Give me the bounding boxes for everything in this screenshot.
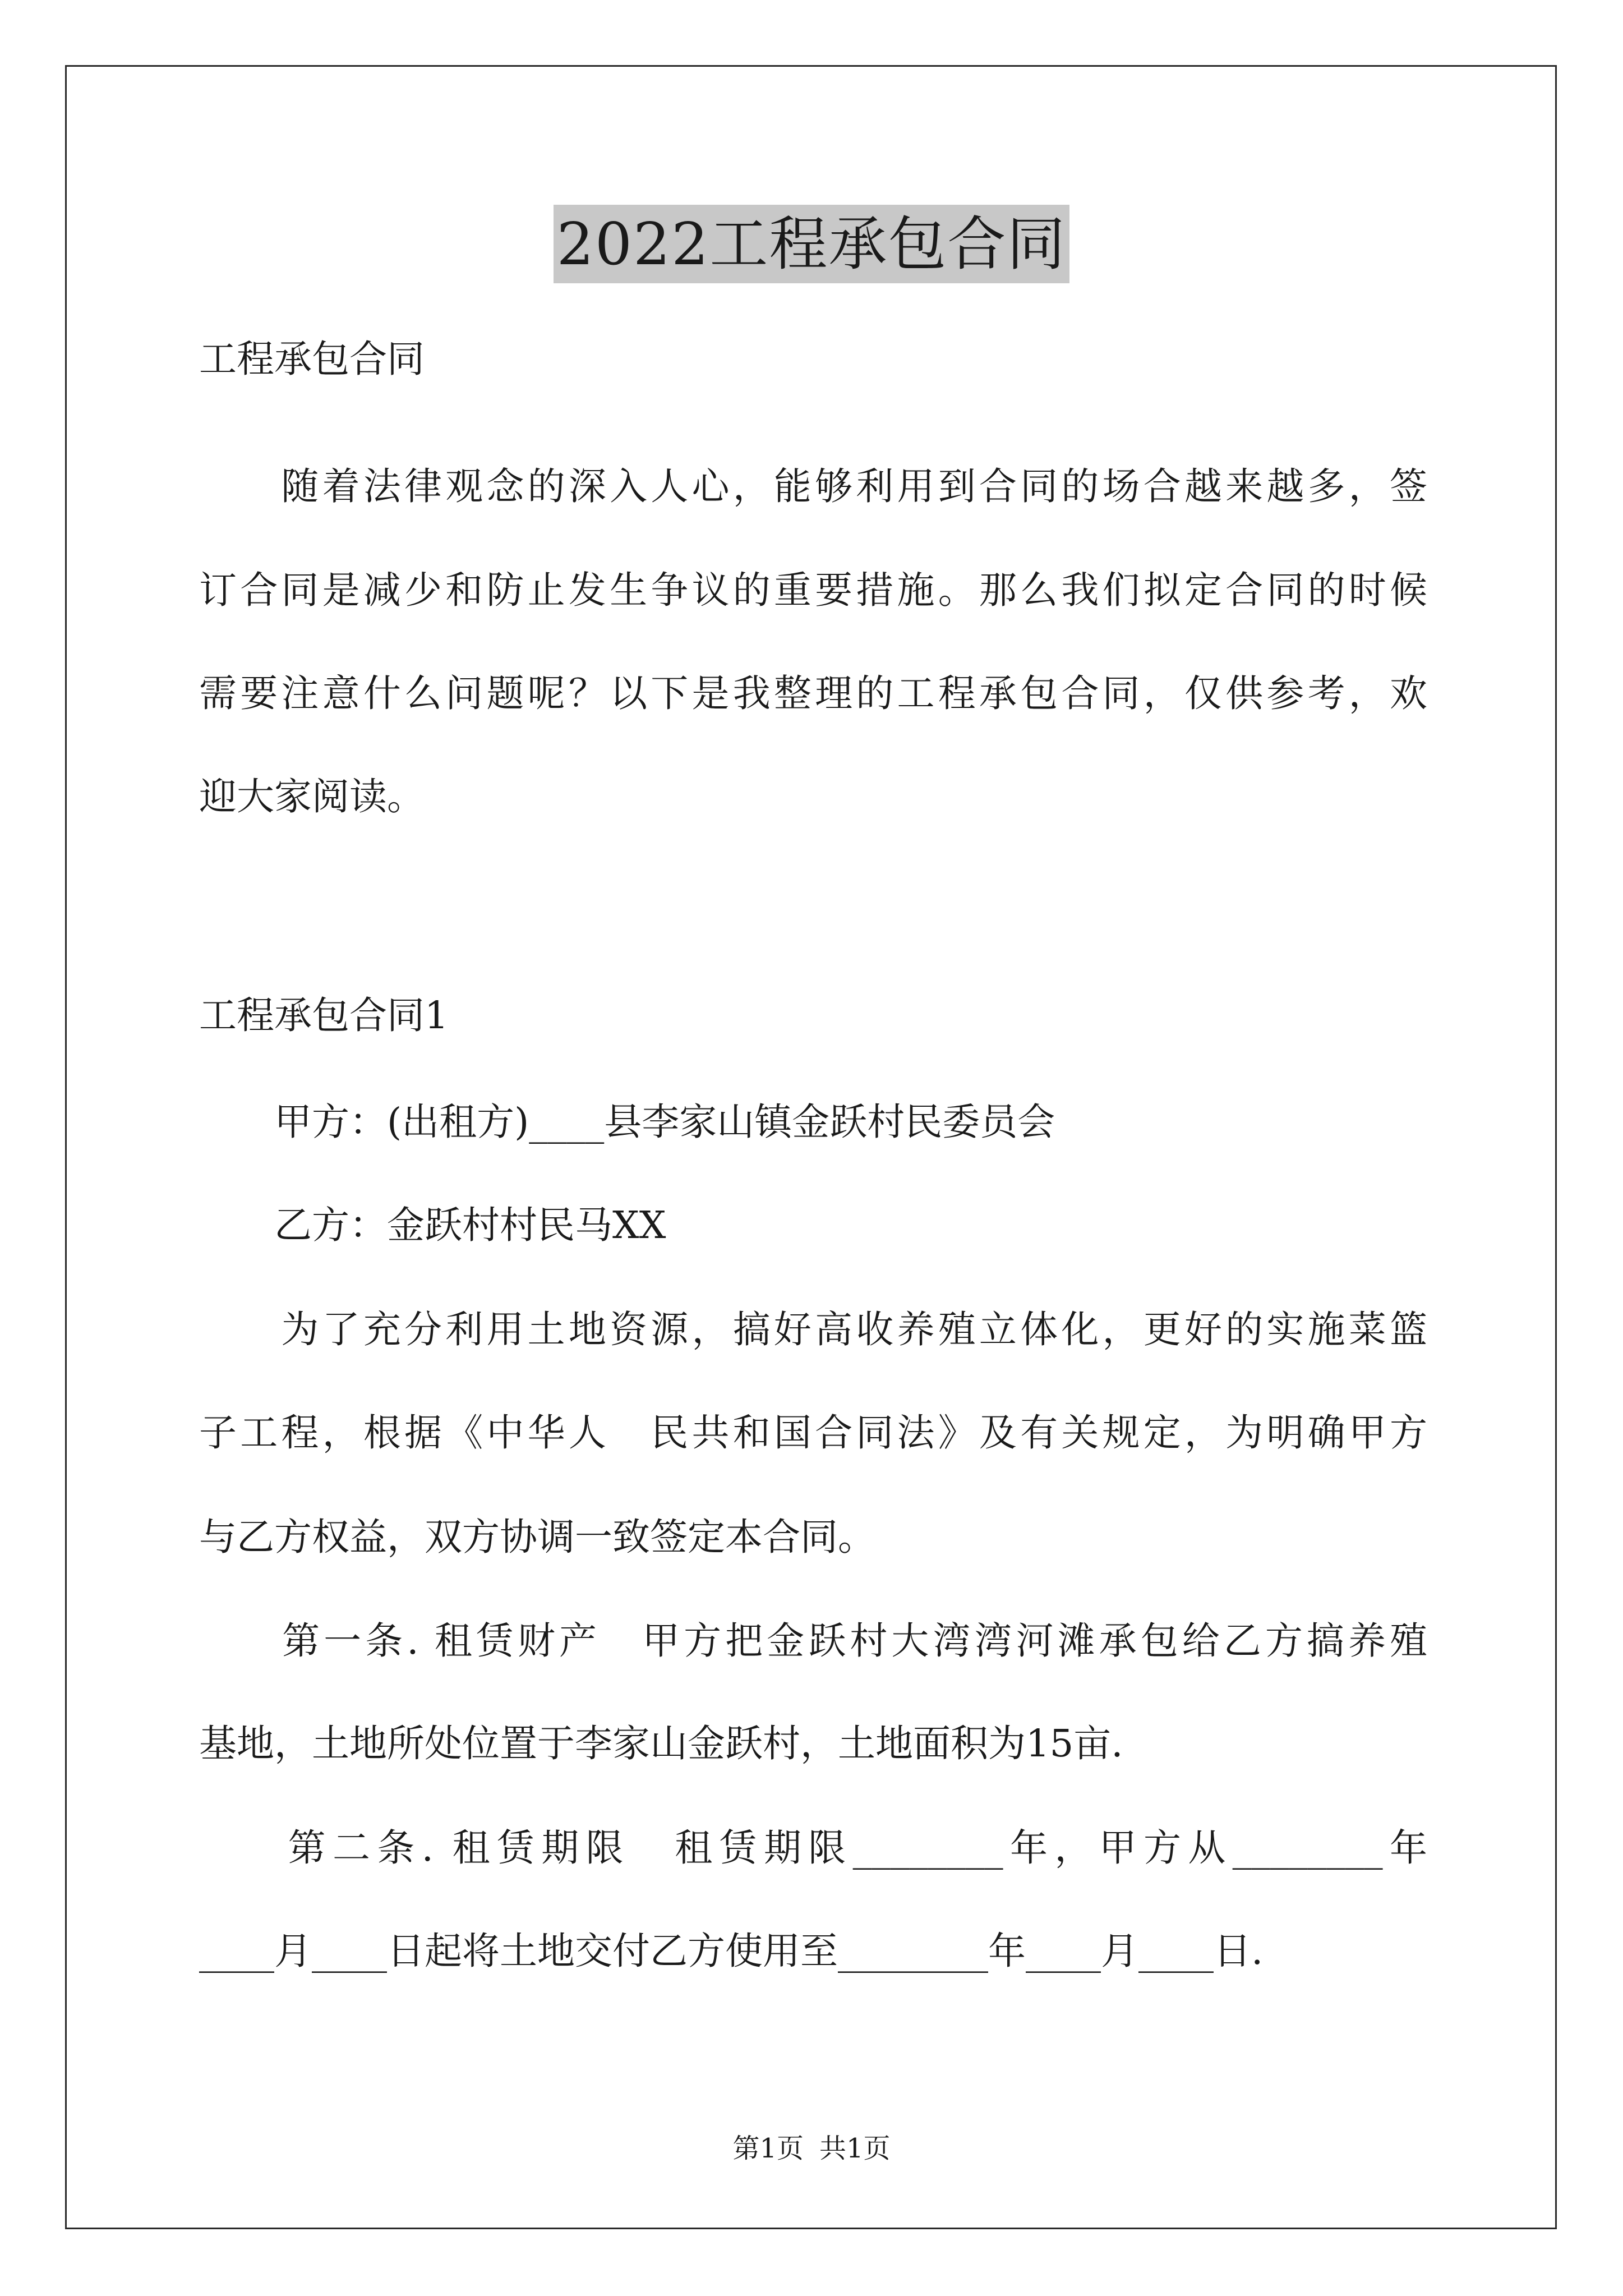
paragraph-line: 为了充分利用土地资源，搞好高收养殖立体化，更好的实施菜篮 bbox=[199, 1308, 1427, 1351]
paragraph-line: 子工程，根据《中华人 民共和国合同法》及有关规定，为明确甲方 bbox=[199, 1411, 1427, 1455]
article-line: 第二条. 租赁期限 租赁期限________年，甲方从________年 bbox=[199, 1826, 1427, 1870]
section-heading: 工程承包合同 bbox=[199, 337, 425, 381]
document-title-wrapper bbox=[0, 205, 1623, 283]
page-border bbox=[65, 65, 1557, 2229]
paragraph-line: 随着法律观念的深入人心，能够利用到合同的场合越来越多，签 bbox=[199, 464, 1427, 508]
document-title: 2022工程承包合同 bbox=[554, 205, 1070, 283]
paragraph-line: 迎大家阅读。 bbox=[199, 775, 425, 818]
article-line: ____月____日起将土地交付乙方使用至________年____月____日. bbox=[199, 1929, 1264, 1973]
paragraph-line: 需要注意什么问题呢？以下是我整理的工程承包合同，仅供参考，欢 bbox=[199, 671, 1427, 715]
paragraph-line: 与乙方权益，双方协调一致签定本合同。 bbox=[199, 1515, 875, 1559]
article-line: 基地，土地所处位置于李家山金跃村，土地面积为15亩. bbox=[199, 1722, 1123, 1765]
page-total: 共1页 bbox=[819, 2133, 891, 2164]
paragraph-line: 订合同是减少和防止发生争议的重要措施。那么我们拟定合同的时候 bbox=[199, 568, 1427, 612]
party-a-line: 甲方：(出租方)____县李家山镇金跃村民委员会 bbox=[199, 1100, 1055, 1144]
page-footer bbox=[0, 2132, 1623, 2165]
party-b-line: 乙方：金跃村村民马XX bbox=[199, 1203, 666, 1247]
page-number: 第1页 bbox=[732, 2133, 804, 2164]
section-heading: 工程承包合同1 bbox=[199, 993, 449, 1037]
article-line: 第一条. 租赁财产 甲方把金跃村大湾湾河滩承包给乙方搞养殖 bbox=[199, 1619, 1427, 1663]
